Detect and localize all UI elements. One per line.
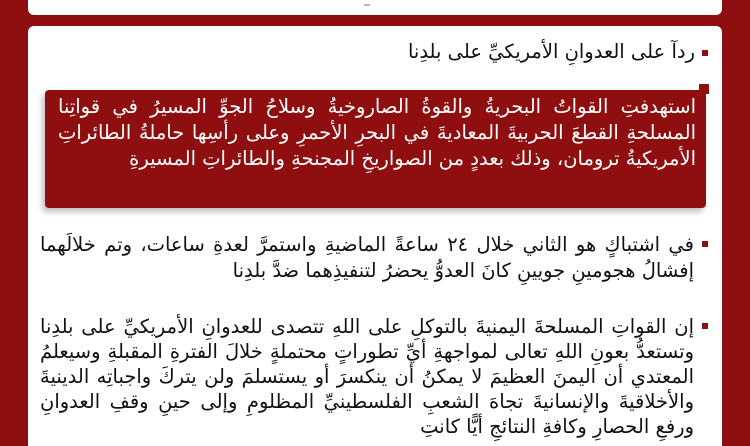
bullet-marker-1 <box>702 50 708 56</box>
highlight-text: استهدفتِ القواتُ البحريةُ والقوةُ الصاروخيةُ وسلاحُ الجوِّ المسيرُ في قواتِنا المسلحةِ القطعَ الحربيةَ المعاديةَ في البحرِ الأحمرِ وعلى رأسِها حاملةُ الطائراتِ الأمريكيةُ ترومان، وذلك بعددٍ من الصواريخِ المجنحةِ والطائراتِ المسيرةِ <box>58 95 696 170</box>
bullet-marker-2 <box>702 241 708 247</box>
highlight-corner-marker <box>699 84 709 94</box>
statement-heading: ردآ على العدوانِ الأمريكيِّ على بلدِنا <box>407 40 695 63</box>
bullet-marker-3 <box>702 323 708 329</box>
paragraph-armed-forces: إن القواتِ المسلحةَ اليمنيةَ بالتوكلِ على اللهِ تتصدى للعدوانِ الأمريكيِّ على بلدِنا وتستعدُّ بعونِ اللهِ تعالى لمواجهةِ أيِّ تطوراتٍ محتملةٍ خلالَ الفترةِ المقبلةِ وسيعلمُ المعتدي أن اليمنَ العظيمَ لا يمكنُ أن ينكسرَ أو يستسلمَ ولن يتركَ واجباتِه الدينيةَ والأخلاقيةَ والإنسانيةَ تجاهَ الشعبِ الفلسطينيِّ المظلومِ وإلى حينِ وقفِ العدوانِ ورفعِ الحصارِ وكافةِ النتائجِ أيًّا كانتِ <box>40 315 694 438</box>
top-panel <box>28 0 722 15</box>
top-panel-mark <box>364 4 370 6</box>
paragraph-engagement: في اشتباكٍ هو الثاني خلال ٢٤ ساعةً الماضيةِ واستمرَّ لعدةِ ساعات، وتم خلالَهما إفشالُ هجومينِ جويينِ كانَ العدوُّ يحضرُ لتنفيذِهما ضدَّ بلدِنا <box>40 233 694 282</box>
